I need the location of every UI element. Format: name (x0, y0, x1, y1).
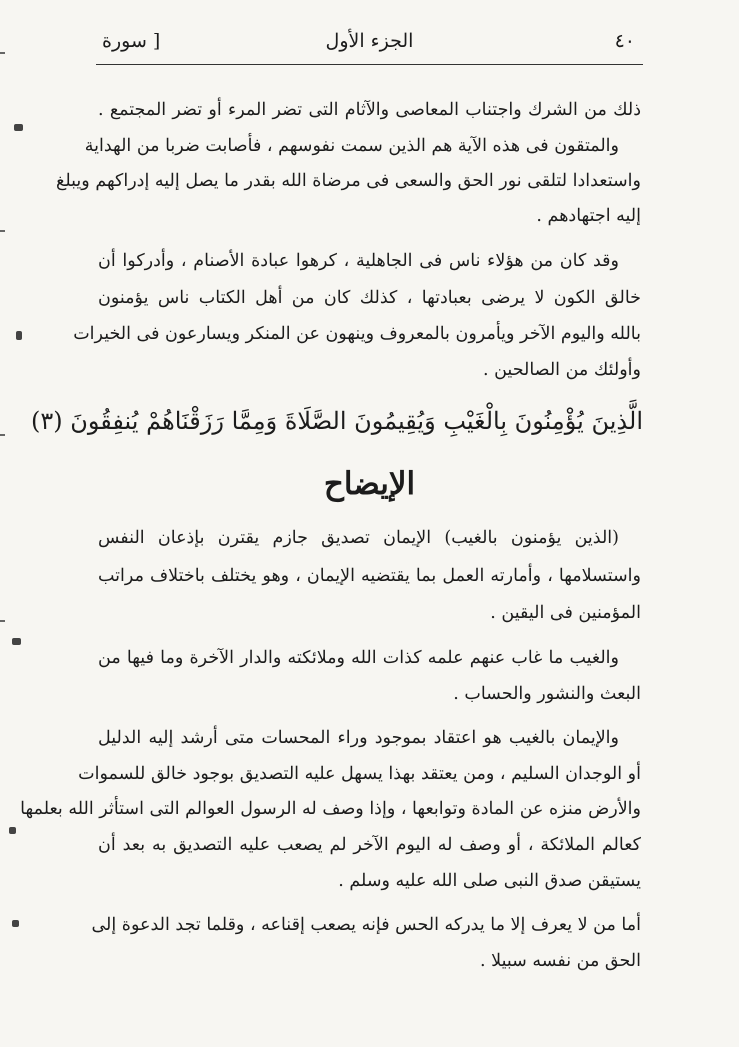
scan-speck (16, 331, 22, 340)
text-line: خالق الكون لا يرضى بعبادتها ، كذلك كان من أهل الكتاب ناس يؤمنون (98, 288, 641, 308)
scan-mark (0, 434, 5, 436)
text-line: والمتقون فى هذه الآية هم الذين سمت نفوسهم ، فأصابت ضربا من الهداية (84, 136, 619, 156)
text-line: والغيب ما غاب عنهم علمه كذات الله وملائكته والدار الآخرة وما فيها من (98, 648, 619, 668)
text-line: المؤمنين فى اليقين . (490, 603, 641, 623)
scan-speck (12, 920, 19, 927)
scan-speck (9, 827, 16, 834)
text-line: وأولئك من الصالحين . (482, 360, 641, 380)
page-header (96, 30, 643, 65)
text-line: أما من لا يعرف إلا ما يدركه الحس فإنه يصعب إقناعه ، وقلما تجد الدعوة إلى (91, 915, 641, 935)
text-line: البعث والنشور والحساب . (453, 684, 641, 704)
scan-mark (0, 230, 5, 232)
surah-label: [ سورة (102, 30, 161, 52)
text-line: إليه اجتهادهم . (536, 206, 641, 226)
text-line: بالله واليوم الآخر ويأمرون بالمعروف وينهون عن المنكر ويسارعون فى الخيرات (73, 324, 641, 344)
text-line: ذلك من الشرك واجتناب المعاصى والآثام التى تضر المرء أو تضر المجتمع . (98, 100, 641, 120)
scan-mark (0, 620, 5, 622)
scan-mark (0, 52, 5, 54)
text-line: كعالم الملائكة ، أو وصف له اليوم الآخر لم يصعب عليه التصديق به بعد أن (98, 835, 641, 855)
text-line: واستسلامها ، وأمارته العمل بما يقتضيه الإيمان ، وهو يختلف باختلاف مراتب (98, 566, 641, 586)
scan-speck (12, 638, 21, 645)
text-line: واستعدادا لتلقى نور الحق والسعى فى مرضاة الله بقدر ما يصل إليه إدراكهم ويبلغ (56, 171, 641, 191)
text-line: وقد كان من هؤلاء ناس فى الجاهلية ، كرهوا عبادة الأصنام ، وأدركوا أن (98, 251, 619, 271)
text-line: يستيقن صدق النبى صلى الله عليه وسلم . (338, 871, 641, 891)
scan-speck (14, 124, 23, 131)
text-line: الحق من نفسه سبيلا . (480, 951, 641, 971)
text-line: أو الوجدان السليم ، ومن يعتقد بهذا يسهل عليه التصديق بوجود خالق للسموات (78, 764, 641, 784)
section-title: الإيضاح (323, 466, 416, 502)
text-line: والإيمان بالغيب هو اعتقاد بموجود وراء المحسات متى أرشد إليه الدليل (98, 728, 619, 748)
part-title: الجزء الأول (325, 30, 414, 52)
text-line: (الذين يؤمنون بالغيب) الإيمان تصديق جازم يقترن بإذعان النفس (98, 528, 619, 548)
text-line: والأرض منزه عن المادة وتوابعها ، وإذا وصف له الرسول العوالم التى استأثر الله بعلمها (20, 799, 641, 819)
quran-verse: الَّذِينَ يُؤْمِنُونَ بِالْغَيْبِ وَيُقِيمُونَ الصَّلَاةَ وَمِمَّا رَزَقْنَاهُمْ يُنفِقُونَ (٣) (30, 407, 643, 435)
page-number: ٤٠ (614, 30, 635, 52)
